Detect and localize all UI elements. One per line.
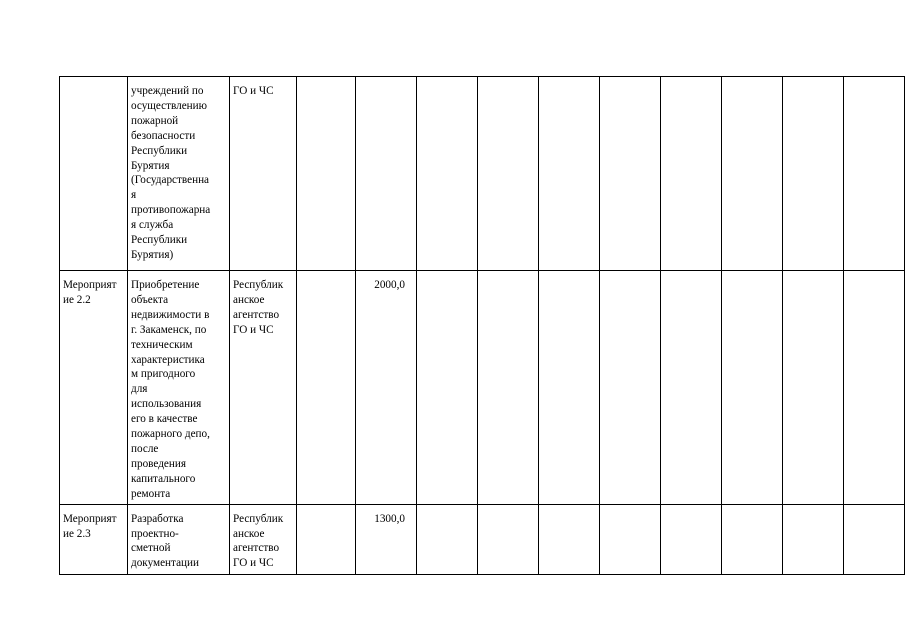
empty-cell (844, 271, 905, 505)
amount-cell: 1300,0 (356, 504, 417, 574)
empty-cell (722, 271, 783, 505)
empty-cell (600, 271, 661, 505)
empty-cell (844, 77, 905, 271)
amount-cell: 2000,0 (356, 271, 417, 505)
empty-cell (783, 271, 844, 505)
event-number-cell: Мероприят ие 2.2 (60, 271, 128, 505)
empty-cell (297, 504, 356, 574)
empty-cell (661, 504, 722, 574)
event-number-cell: Мероприят ие 2.3 (60, 504, 128, 574)
empty-cell (539, 271, 600, 505)
empty-cell (417, 77, 478, 271)
empty-cell (722, 504, 783, 574)
empty-cell (417, 271, 478, 505)
amount-cell (356, 77, 417, 271)
event-description-cell: Приобретение объекта недвижимости в г. Закаменск, по техническим характеристика м пригодного для использования его в качестве пожарного депо, после проведения капитального ремонта (128, 271, 230, 505)
executor-cell: Республик анское агентство ГО и ЧС (230, 504, 297, 574)
empty-cell (722, 77, 783, 271)
event-number-cell (60, 77, 128, 271)
empty-cell (539, 504, 600, 574)
executor-cell: ГО и ЧС (230, 77, 297, 271)
event-description-cell: Разработка проектно- сметной документации (128, 504, 230, 574)
table-row (60, 271, 905, 505)
empty-cell (783, 504, 844, 574)
empty-cell (417, 504, 478, 574)
empty-cell (297, 77, 356, 271)
empty-cell (783, 77, 844, 271)
empty-cell (600, 504, 661, 574)
empty-cell (844, 504, 905, 574)
empty-cell (600, 77, 661, 271)
empty-cell (478, 271, 539, 505)
table-row (60, 77, 905, 271)
table-row (60, 504, 905, 574)
event-description-cell: учреждений по осуществлению пожарной безопасности Республики Бурятия (Государственна я противопожарна я служба Республики Бурятия) (128, 77, 230, 271)
executor-cell: Республик анское агентство ГО и ЧС (230, 271, 297, 505)
empty-cell (478, 77, 539, 271)
empty-cell (539, 77, 600, 271)
empty-cell (661, 271, 722, 505)
empty-cell (478, 504, 539, 574)
empty-cell (661, 77, 722, 271)
program-events-table (59, 76, 905, 575)
empty-cell (297, 271, 356, 505)
